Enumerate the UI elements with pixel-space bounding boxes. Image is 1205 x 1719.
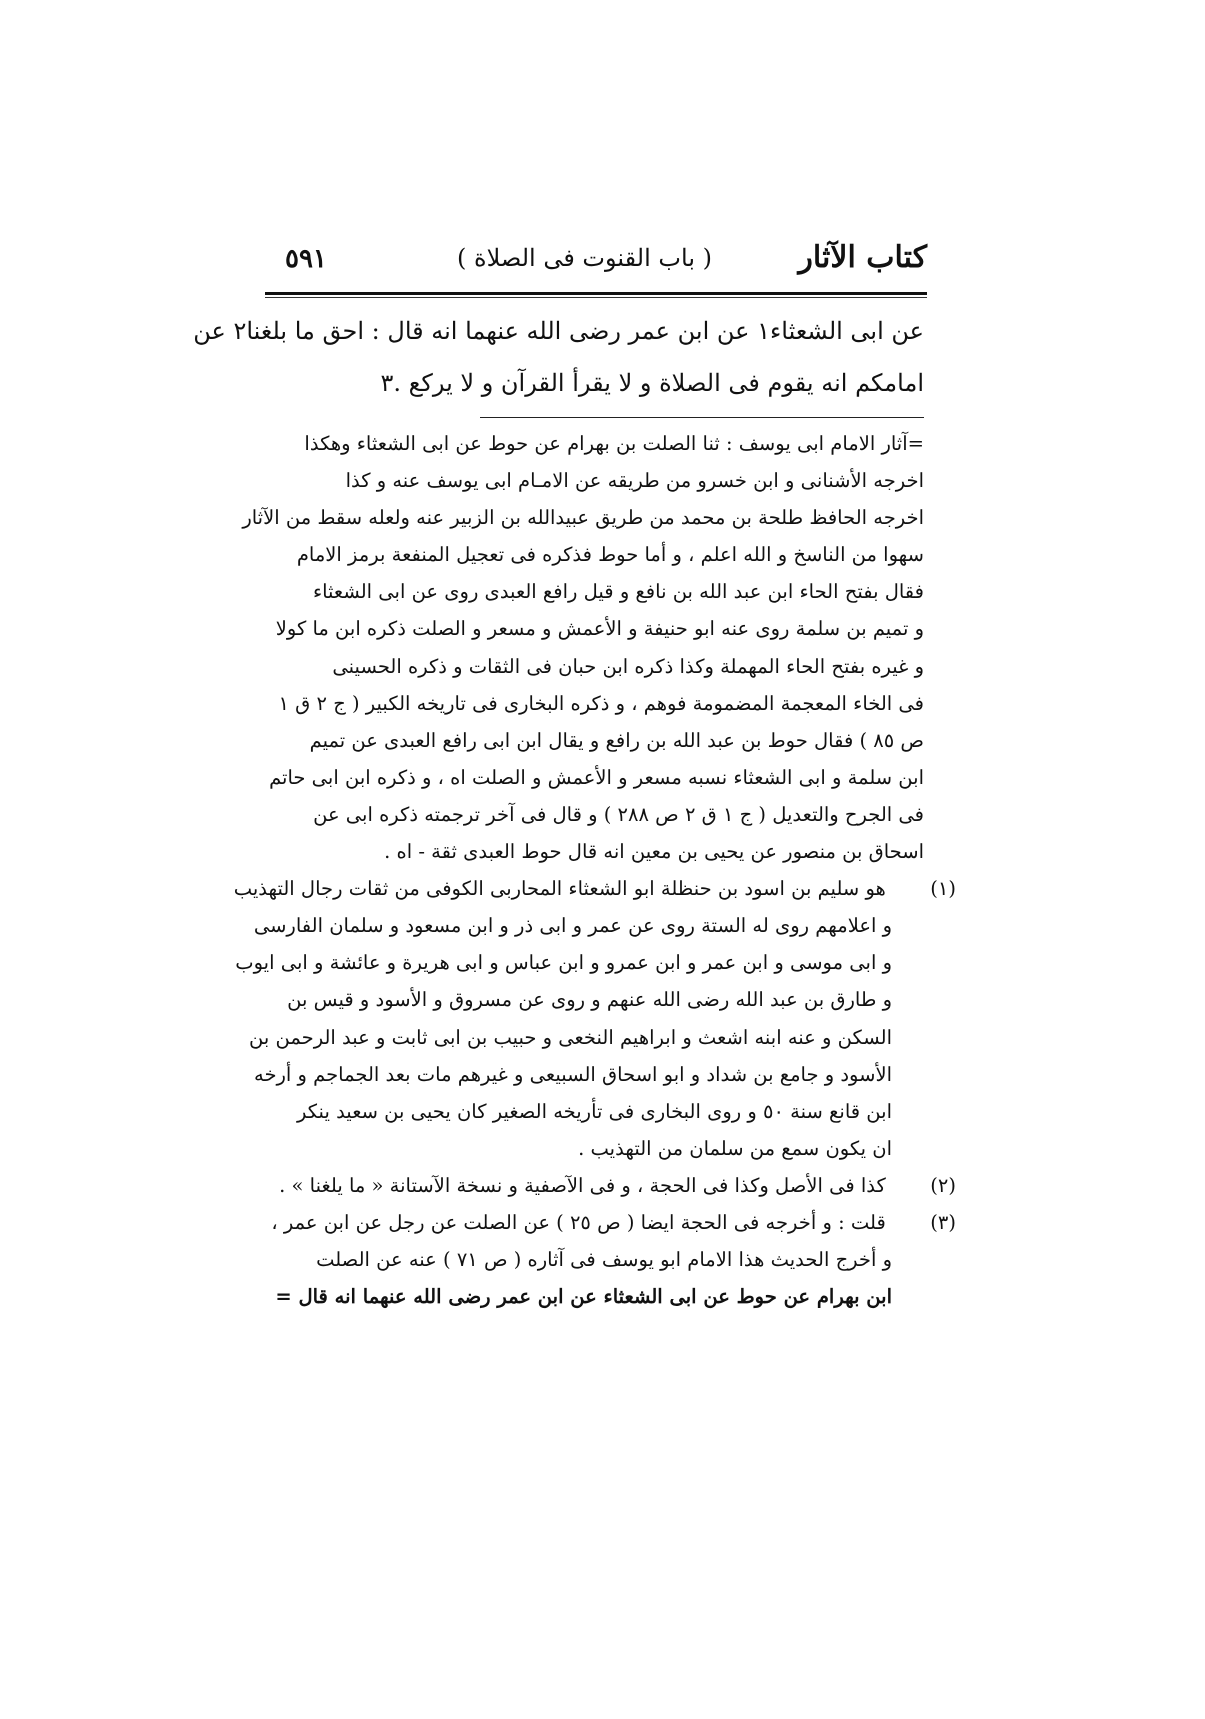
main-text (193, 305, 924, 409)
main-text-line: امامكم انه يقوم فى الصلاة و لا يقرأ القرآن و لا يركع .٣ (380, 369, 924, 397)
commentary-line: فقال بفتح الحاء ابن عبد الله بن نافع و قيل رافع العبدى روى عن ابى الشعثاء (312, 580, 924, 604)
footnote-line: هو سليم بن اسود بن حنظلة ابو الشعثاء المحاربى الكوفى من ثقات رجال التهذيب (233, 877, 886, 901)
footnote-line: الأسود و جامع بن شداد و ابو اسحاق السبيعى و غيرهم مات بعد الجماجم و أرخه (253, 1062, 892, 1086)
commentary-line: اسحاق بن منصور عن يحيى بن معين انه قال حوط العبدى ثقة - اه . (384, 840, 924, 864)
footnote-2 (262, 1167, 956, 1204)
commentary-line: =آثار الامام ابى يوسف : ثنا الصلت بن بهرام عن حوط عن ابى الشعثاء وهكذا (304, 432, 924, 455)
footnote-line: ابن بهرام عن حوط عن ابى الشعثاء عن ابن عمر رضى الله عنهما انه قال = (275, 1285, 892, 1309)
footnote-separator (480, 417, 924, 418)
commentary-line: فى الجرح والتعديل ( ج ١ ق ٢ ص ٢٨٨ ) و قال فى آخر ترجمته ذكره ابى عن (313, 802, 924, 826)
commentary-line: ص ٨٥ ) فقال حوط بن عبد الله بن رافع و يقال ابن ابى رافع العبدى عن تميم (309, 728, 924, 752)
footnote-line: و طارق بن عبد الله رضى الله عنهم و روى عن مسروق و الأسود و قيس بن (287, 988, 892, 1012)
footnote-line: قلت : و أخرجه فى الحجة ايضا ( ص ٢٥ ) عن الصلت عن رجل عن ابن عمر ، (271, 1210, 886, 1234)
footnote-line: و أخرج الحديث هذا الامام ابو يوسف فى آثاره ( ص ٧١ ) عنه عن الصلت (316, 1248, 892, 1272)
footnotes-section (233, 425, 956, 1315)
footnote-number: (٢) (930, 1173, 956, 1197)
footnote-number: (٣) (930, 1210, 956, 1234)
page-number: ٥٩١ (285, 244, 327, 274)
commentary-line: سهوا من الناسخ و الله اعلم ، و أما حوط فذكره فى تعجيل المنفعة برمز الامام (296, 543, 924, 567)
commentary-block (242, 425, 924, 870)
chapter-title: ( باب القنوت فى الصلاة ) (457, 244, 712, 272)
header-rule-thin (265, 297, 927, 298)
commentary-line: فى الخاء المعجمة المضمومة فوهم ، و ذكره البخارى فى تاريخه الكبير ( ج ٢ ق ١ (278, 691, 924, 715)
footnote-line: ان يكون سمع من سلمان من التهذيب . (578, 1136, 892, 1160)
commentary-line: ابن سلمة و ابى الشعثاء نسبه مسعر و الأعمش و الصلت اه ، و ذكره ابن ابى حاتم (269, 765, 924, 789)
book-title: كتاب الآثار (798, 240, 927, 275)
page-header (265, 240, 927, 290)
footnote-1 (233, 870, 956, 1167)
footnote-line: كذا فى الأصل وكذا فى الحجة ، و فى الآصفية و نسخة الآستانة « ما يلغنا » . (279, 1173, 886, 1197)
footnote-number: (١) (930, 877, 956, 901)
commentary-line: اخرجه الأشنانى و ابن خسرو من طريقه عن الامـام ابى يوسف عنه و كذا (345, 469, 924, 493)
footnote-line: و ابى موسى و ابن عمر و ابن عمرو و ابن عباس و ابى هريرة و عائشة و ابى ايوب (235, 951, 892, 975)
footnote-line: و اعلامهم روى له الستة روى عن عمر و ابى ذر و ابن مسعود و سلمان الفارسى (253, 914, 892, 938)
main-text-line: عن ابى الشعثاء١ عن ابن عمر رضى الله عنهما انه قال : احق ما بلغنا٢ عن (193, 317, 924, 345)
header-rule (265, 292, 927, 295)
commentary-line: و تميم بن سلمة روى عنه ابو حنيفة و الأعمش و مسعر و الصلت ذكره ابن ما كولا (275, 617, 924, 641)
commentary-line: اخرجه الحافظ طلحة بن محمد من طريق عبيدالله بن الزبير عنه ولعله سقط من الآثار (242, 506, 924, 530)
footnote-3 (262, 1204, 956, 1315)
footnote-line: السكن و عنه ابنه اشعث و ابراهيم النخعى و حبيب بن ابى ثابت و عبد الرحمن بن (249, 1025, 892, 1049)
footnote-line: ابن قانع سنة ٥٠ و روى البخارى فى تأريخه الصغير كان يحيى بن سعيد ينكر (297, 1099, 892, 1123)
commentary-line: و غيره بفتح الحاء المهملة وكذا ذكره ابن حبان فى الثقات و ذكره الحسينى (332, 654, 924, 678)
